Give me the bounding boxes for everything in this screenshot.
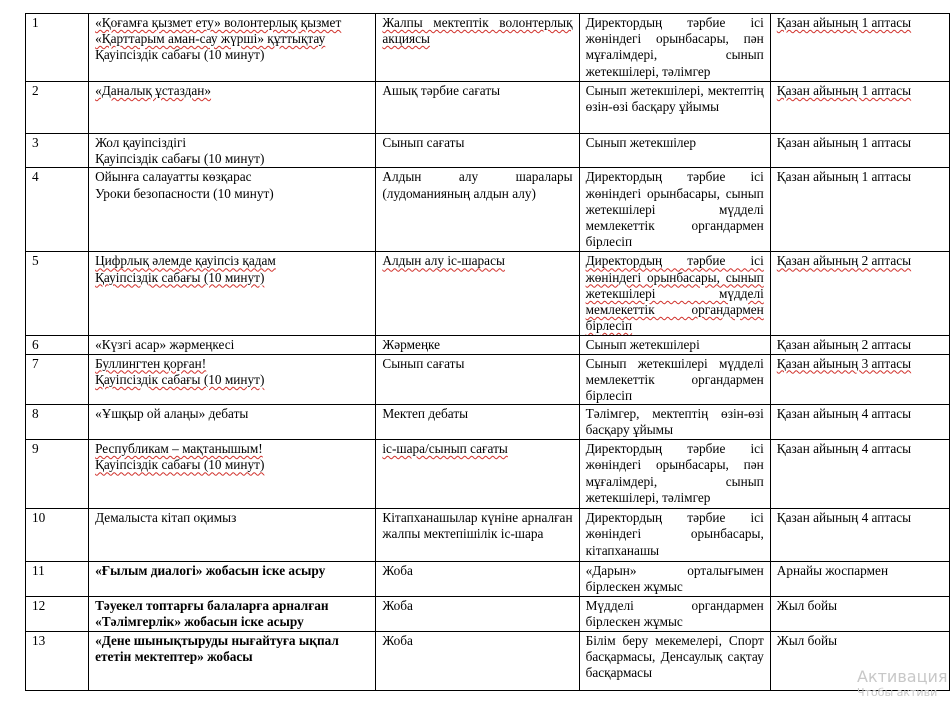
event-line: «Қарттарым аман-сау жүрші» құттықтау: [95, 31, 326, 47]
cell-form: [376, 597, 579, 631]
event-line: «Ұшқыр ой алаңы» дебаты: [95, 406, 249, 422]
cell-form: [376, 134, 579, 168]
event-date: Қазан айының 3 аптасы: [776, 355, 912, 371]
table-row: [26, 509, 950, 562]
cell-number: [26, 336, 89, 354]
row-number: 7: [32, 355, 39, 371]
cell-form: [376, 14, 579, 82]
cell-responsible: [579, 168, 770, 252]
responsible-text: Директордың тәрбие ісі жөніндегі орынбасары, пән мұғалімдері, сынып жетекшілері, тәлімгер: [585, 15, 764, 79]
cell-responsible: [579, 252, 770, 336]
cell-event: [89, 440, 376, 509]
cell-event: [89, 631, 376, 690]
table-row: [26, 405, 950, 440]
cell-event: [89, 14, 376, 82]
cell-date: [770, 82, 949, 134]
event-line: «Дене шынықтыруды нығайтуға ықпал ететін мектептер» жобасы: [95, 632, 339, 664]
cell-number: [26, 562, 89, 597]
cell-event: [89, 134, 376, 168]
cell-form: [376, 440, 579, 509]
event-line: Уроки безопасности (10 минут): [95, 185, 274, 201]
event-date: Қазан айының 1 аптасы: [776, 169, 912, 185]
row-number: 2: [32, 83, 39, 98]
row-number: 11: [32, 563, 45, 579]
table-row: [26, 597, 950, 631]
event-line: Қауіпсіздік сабағы (10 минут): [95, 269, 265, 285]
cell-responsible: [579, 509, 770, 562]
row-number: 9: [32, 441, 39, 457]
activation-watermark: [857, 668, 947, 699]
cell-number: [26, 14, 89, 82]
row-number: 13: [32, 632, 46, 648]
cell-date: [770, 509, 949, 562]
table-row: [26, 252, 950, 336]
row-number: 1: [32, 15, 39, 30]
cell-event: [89, 168, 376, 252]
responsible-text: Сынып жетекшілері, мектептің өзін-өзі басқару ұйымы: [585, 83, 764, 115]
table-row: [26, 562, 950, 597]
cell-form: [376, 354, 579, 405]
cell-form: [376, 562, 579, 597]
event-date: Жыл бойы: [776, 598, 838, 614]
responsible-text: Тәлімгер, мектептің өзін-өзі басқару ұйымы: [585, 406, 764, 438]
event-form: Жоба: [382, 563, 413, 579]
event-date: Қазан айының 1 аптасы: [776, 83, 912, 98]
event-line: Жол қауіпсіздігі: [95, 135, 187, 150]
cell-date: [770, 597, 949, 631]
cell-responsible: [579, 597, 770, 631]
cell-event: [89, 509, 376, 562]
cell-number: [26, 168, 89, 252]
event-line: Қауіпсіздік сабағы (10 минут): [95, 47, 265, 63]
event-line: «Қоғамға қызмет ету» волонтерлық қызмет: [95, 15, 342, 30]
cell-event: [89, 336, 376, 354]
cell-number: [26, 82, 89, 134]
event-line: Тәуекел топтарғы балаларға арналған «Тәлімгерлік» жобасын іске асыру: [95, 598, 329, 630]
responsible-text: Директордың тәрбие ісі жөніндегі орынбасары, сынып жетекшілері мүдделі мемлекеттік органдармен бірлесіп: [585, 253, 764, 334]
event-line: «Күзгі асар» жәрмеңкесі: [95, 337, 235, 353]
cell-number: [26, 509, 89, 562]
cell-date: [770, 252, 949, 336]
event-line: Қауіпсіздік сабағы (10 минут): [95, 151, 265, 167]
cell-date: [770, 168, 949, 252]
cell-responsible: [579, 14, 770, 82]
event-date: Арнайы жоспармен: [776, 563, 889, 579]
event-line: «Даналық ұстаздан»: [95, 83, 212, 98]
table-row: [26, 168, 950, 252]
cell-responsible: [579, 440, 770, 509]
row-number: 12: [32, 598, 46, 614]
cell-number: [26, 252, 89, 336]
event-line: «Ғылым диалогі» жобасын іске асыру: [95, 563, 326, 579]
row-number: 4: [32, 169, 39, 185]
cell-number: [26, 597, 89, 631]
event-date: Қазан айының 2 аптасы: [776, 337, 912, 353]
responsible-text: Мүдделі органдармен бірлескен жұмыс: [585, 598, 764, 630]
cell-form: [376, 509, 579, 562]
table-body: [26, 14, 950, 691]
event-form: Жоба: [382, 632, 413, 648]
table-row: [26, 631, 950, 690]
cell-event: [89, 597, 376, 631]
cell-number: [26, 631, 89, 690]
cell-date: [770, 14, 949, 82]
cell-event: [89, 354, 376, 405]
cell-form: [376, 168, 579, 252]
event-form: Ашық тәрбие сағаты: [382, 83, 501, 98]
row-number: 6: [32, 337, 39, 353]
cell-date: [770, 440, 949, 509]
watermark-title: Активация: [857, 667, 948, 686]
responsible-text: Білім беру мекемелері, Спорт басқармасы, Денсаулық сақтау басқармасы: [585, 632, 764, 681]
watermark-subtitle: Чтобы активи: [857, 686, 938, 699]
cell-number: [26, 405, 89, 440]
event-form: іс-шара/сынып сағаты: [382, 441, 508, 457]
cell-event: [89, 252, 376, 336]
table-row: [26, 134, 950, 168]
event-line: Республикам – мақтанышым!: [95, 441, 263, 457]
table-row: [26, 440, 950, 509]
cell-number: [26, 134, 89, 168]
event-form: Алдын алу шаралары (лудоманияның алдын алу): [382, 169, 573, 201]
event-line: Демалыста кітап оқимыз: [95, 510, 237, 526]
event-line: Цифрлық әлемде қауіпсіз қадам: [95, 253, 276, 269]
cell-responsible: [579, 631, 770, 690]
row-number: 8: [32, 406, 39, 422]
event-line: Қауіпсіздік сабағы (10 минут): [95, 371, 265, 387]
event-form: Алдын алу іс-шарасы: [382, 253, 505, 269]
cell-date: [770, 336, 949, 354]
cell-responsible: [579, 354, 770, 405]
row-number: 3: [32, 135, 39, 150]
cell-form: [376, 336, 579, 354]
cell-event: [89, 405, 376, 440]
event-form: Мектеп дебаты: [382, 406, 469, 422]
event-date: Қазан айының 1 аптасы: [776, 15, 912, 30]
event-date: Қазан айының 2 аптасы: [776, 253, 912, 269]
cell-responsible: [579, 405, 770, 440]
events-table: [25, 13, 950, 691]
cell-date: [770, 354, 949, 405]
cell-form: [376, 405, 579, 440]
event-line: Қауіпсіздік сабағы (10 минут): [95, 457, 265, 473]
event-form: Жалпы мектептік волонтерлық акциясы: [382, 15, 573, 47]
cell-responsible: [579, 336, 770, 354]
event-date: Қазан айының 4 аптасы: [776, 441, 912, 457]
event-date: Қазан айының 4 аптасы: [776, 510, 912, 526]
responsible-text: Сынып жетекшілер: [585, 135, 697, 150]
table-row: [26, 354, 950, 405]
responsible-text: Директордың тәрбие ісі жөніндегі орынбасары, сынып жетекшілері мүдделі мемлекеттік органдармен бірлесіп: [585, 169, 764, 250]
event-form: Жоба: [382, 598, 413, 614]
cell-event: [89, 562, 376, 597]
row-number: 5: [32, 253, 39, 269]
cell-date: [770, 405, 949, 440]
table-row: [26, 336, 950, 354]
event-date: Қазан айының 1 аптасы: [776, 135, 912, 150]
cell-event: [89, 82, 376, 134]
table-row: [26, 14, 950, 82]
event-line: Ойынға салауатты көзқарас: [95, 169, 252, 185]
cell-date: [770, 562, 949, 597]
event-form: Сынып сағаты: [382, 135, 465, 150]
cell-form: [376, 252, 579, 336]
event-line: Буллингтен қорған!: [95, 355, 207, 371]
responsible-text: Директордың тәрбие ісі жөніндегі орынбасары, пән мұғалімдері, сынып жетекшілері, тәлімгер: [585, 441, 764, 505]
event-date: Қазан айының 4 аптасы: [776, 406, 912, 422]
cell-number: [26, 440, 89, 509]
cell-responsible: [579, 134, 770, 168]
responsible-text: «Дарын» орталығымен бірлескен жұмыс: [585, 563, 764, 595]
responsible-text: Сынып жетекшілері: [585, 337, 700, 353]
event-form: Кітапханашылар күніне арналған жалпы мектепішілік іс-шара: [382, 510, 573, 542]
cell-responsible: [579, 562, 770, 597]
event-form: Сынып сағаты: [382, 355, 465, 371]
responsible-text: Сынып жетекшілері мүдделі мемлекеттік органдармен бірлесіп: [585, 355, 764, 404]
cell-number: [26, 354, 89, 405]
cell-form: [376, 82, 579, 134]
row-number: 10: [32, 510, 46, 526]
table-row: [26, 82, 950, 134]
cell-date: [770, 134, 949, 168]
cell-responsible: [579, 82, 770, 134]
responsible-text: Директордың тәрбие ісі жөніндегі орынбасары, кітапханашы: [585, 510, 764, 558]
event-date: Жыл бойы: [776, 632, 838, 648]
cell-form: [376, 631, 579, 690]
event-form: Жәрмеңке: [382, 337, 441, 353]
